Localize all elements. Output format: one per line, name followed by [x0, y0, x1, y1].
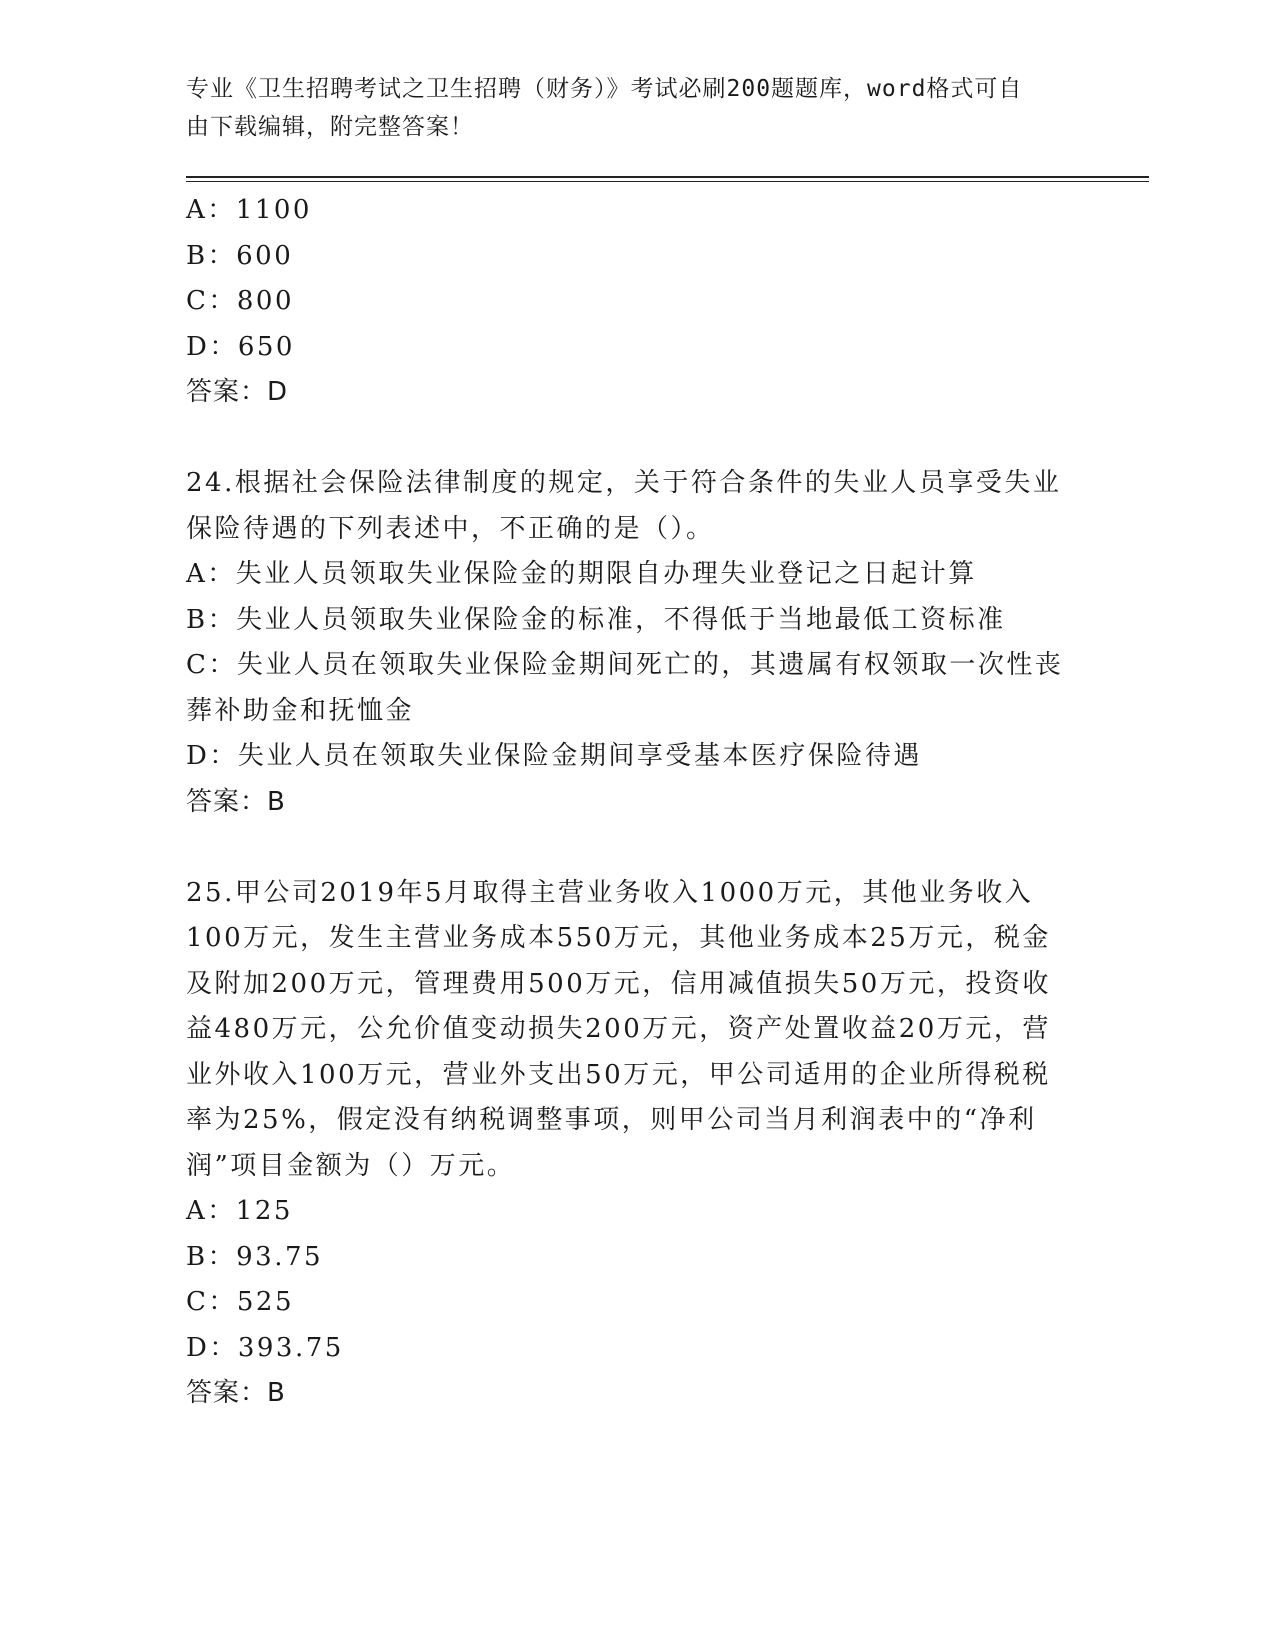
question-stem: 24.根据社会保险法律制度的规定，关于符合条件的失业人员享受失业: [186, 468, 1062, 498]
document-header: [186, 70, 1066, 146]
option-c: C：失业人员在领取失业保险金期间死亡的，其遗属有权领取一次性丧: [186, 650, 1064, 680]
question-content: [186, 188, 1086, 1417]
option-a: A：1100: [186, 195, 312, 225]
spacer: [186, 416, 1086, 462]
answer: 答案：D: [186, 377, 289, 407]
question-stem: 润”项目金额为（）万元。: [186, 1150, 516, 1181]
option-b: B：失业人员领取失业保险金的标准，不得低于当地最低工资标准: [186, 604, 1006, 635]
question-25: [186, 871, 1086, 1417]
header-line-1: 专业《卫生招聘考试之卫生招聘（财务）》考试必刷200题题库，word格式可自: [186, 76, 1023, 102]
option-d: D：393.75: [186, 1332, 344, 1363]
answer: 答案：B: [186, 786, 286, 817]
header-divider-thick: [186, 176, 1149, 178]
option-a: A：失业人员领取失业保险金的期限自办理失业登记之日起计算: [186, 559, 977, 589]
question-stem: 业外收入100万元，营业外支出50万元，甲公司适用的企业所得税税: [186, 1059, 1051, 1090]
option-a: A：125: [186, 1196, 293, 1226]
header-divider-thin: [186, 181, 1149, 182]
option-c-continued: 葬补助金和抚恤金: [186, 695, 415, 726]
question-stem: 100万元，发生主营业务成本550万元，其他业务成本25万元，税金: [186, 923, 1051, 953]
question-23: [186, 188, 1086, 416]
question-stem: 益480万元，公允价值变动损失200万元，资产处置收益20万元，营: [186, 1014, 1051, 1044]
question-stem: 及附加200万元，管理费用500万元，信用减值损失50万元，投资收: [186, 968, 1051, 999]
question-stem: 率为25%，假定没有纳税调整事项，则甲公司当月利润表中的“净利: [186, 1105, 1037, 1135]
option-b: B：93.75: [186, 1241, 324, 1272]
option-c: C：800: [186, 286, 295, 316]
header-line-2: 由下载编辑，附完整答案！: [186, 114, 474, 140]
option-d: D：失业人员在领取失业保险金期间享受基本医疗保险待遇: [186, 741, 922, 771]
option-d: D：650: [186, 331, 295, 362]
answer: 答案：B: [186, 1378, 286, 1408]
question-stem: 保险待遇的下列表述中，不正确的是（）。: [186, 513, 715, 544]
question-24: [186, 461, 1086, 825]
spacer: [186, 825, 1086, 871]
question-stem: 25.甲公司2019年5月取得主营业务收入1000万元，其他业务收入: [186, 877, 1034, 908]
option-c: C：525: [186, 1287, 295, 1317]
option-b: B：600: [186, 240, 294, 271]
